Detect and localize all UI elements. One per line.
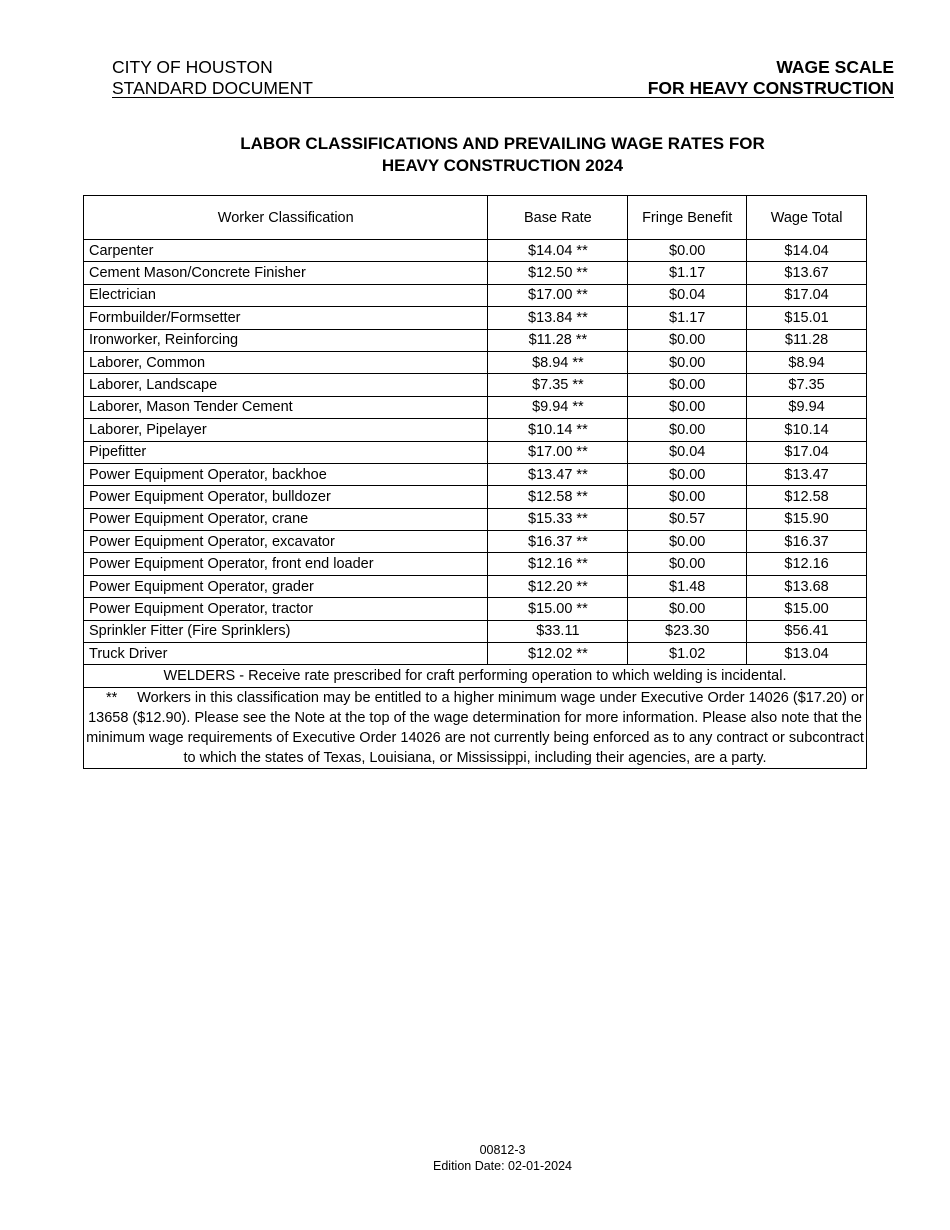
wage-total-cell: $13.47 — [747, 463, 867, 485]
fringe-benefit-cell: $0.04 — [628, 441, 747, 463]
fringe-benefit-cell: $0.00 — [628, 598, 747, 620]
fringe-benefit-cell: $1.48 — [628, 575, 747, 597]
fringe-benefit-cell: $0.00 — [628, 463, 747, 485]
table-row — [84, 329, 867, 351]
base-rate-cell: $15.00 ** — [488, 598, 628, 620]
classification-cell: Power Equipment Operator, excavator — [84, 531, 488, 553]
table-row — [84, 531, 867, 553]
fringe-benefit-cell: $1.17 — [628, 307, 747, 329]
classification-cell: Pipefitter — [84, 441, 488, 463]
fringe-benefit-cell: $0.00 — [628, 486, 747, 508]
document-number: 00812-3 — [479, 1143, 526, 1157]
footnote-row — [84, 687, 867, 768]
column-header-wage-total: Wage Total — [747, 196, 867, 240]
fringe-benefit-cell: $0.00 — [628, 419, 747, 441]
base-rate-cell: $12.20 ** — [488, 575, 628, 597]
wage-total-cell: $17.04 — [747, 441, 867, 463]
classification-cell: Power Equipment Operator, grader — [84, 575, 488, 597]
classification-cell: Formbuilder/Formsetter — [84, 307, 488, 329]
header-wage-scale: WAGE SCALE — [776, 57, 894, 77]
table-row — [84, 284, 867, 306]
title-line-1: LABOR CLASSIFICATIONS AND PREVAILING WAGE RATES FOR — [240, 134, 765, 153]
fringe-benefit-cell: $0.00 — [628, 396, 747, 418]
fringe-benefit-cell: $0.00 — [628, 531, 747, 553]
base-rate-cell: $17.00 ** — [488, 441, 628, 463]
table-row — [84, 553, 867, 575]
classification-cell: Laborer, Landscape — [84, 374, 488, 396]
classification-cell: Carpenter — [84, 240, 488, 262]
column-header-fringe-benefit: Fringe Benefit — [628, 196, 747, 240]
base-rate-cell: $16.37 ** — [488, 531, 628, 553]
base-rate-cell: $15.33 ** — [488, 508, 628, 530]
header-heavy-construction: FOR HEAVY CONSTRUCTION — [647, 77, 894, 98]
table-body — [84, 240, 867, 665]
classification-cell: Laborer, Pipelayer — [84, 419, 488, 441]
classification-cell: Power Equipment Operator, backhoe — [84, 463, 488, 485]
table-row — [84, 351, 867, 373]
welders-row — [84, 665, 867, 687]
base-rate-cell: $14.04 ** — [488, 240, 628, 262]
classification-cell: Power Equipment Operator, crane — [84, 508, 488, 530]
wage-total-cell: $15.90 — [747, 508, 867, 530]
classification-cell: Power Equipment Operator, tractor — [84, 598, 488, 620]
fringe-benefit-cell: $0.00 — [628, 240, 747, 262]
base-rate-cell: $17.00 ** — [488, 284, 628, 306]
base-rate-cell: $11.28 ** — [488, 329, 628, 351]
base-rate-cell: $12.50 ** — [488, 262, 628, 284]
table-header-row — [84, 196, 867, 240]
table-row — [84, 441, 867, 463]
wage-total-cell: $12.58 — [747, 486, 867, 508]
table-row — [84, 240, 867, 262]
fringe-benefit-cell: $0.00 — [628, 374, 747, 396]
table-row — [84, 575, 867, 597]
base-rate-cell: $12.02 ** — [488, 643, 628, 665]
table-row — [84, 598, 867, 620]
fringe-benefit-cell: $23.30 — [628, 620, 747, 642]
fringe-benefit-cell: $0.00 — [628, 329, 747, 351]
table-row — [84, 262, 867, 284]
wage-total-cell: $15.00 — [747, 598, 867, 620]
classification-cell: Sprinkler Fitter (Fire Sprinklers) — [84, 620, 488, 642]
wage-total-cell: $10.14 — [747, 419, 867, 441]
table-row — [84, 486, 867, 508]
table-row — [84, 463, 867, 485]
header-doc-type: STANDARD DOCUMENT — [112, 77, 313, 98]
wage-total-cell: $9.94 — [747, 396, 867, 418]
wage-total-cell: $15.01 — [747, 307, 867, 329]
classification-cell: Laborer, Mason Tender Cement — [84, 396, 488, 418]
footnote-text: Workers in this classification may be entitled to a higher minimum wage under Executive Order 14026 ($17.20) or 13658 ($12.90). Please see the Note at the top of the wage determination for more information. Please also note that the minimum wage requirements of Executive Order 14026 are not currently being enforced as to any contract or subcontract to which the states of Texas, Louisiana, or Mississippi, including their agencies, are a party. — [86, 689, 864, 766]
table-row — [84, 419, 867, 441]
wage-total-cell: $7.35 — [747, 374, 867, 396]
welders-note: WELDERS - Receive rate prescribed for craft performing operation to which welding is incidental. — [84, 665, 867, 687]
base-rate-cell: $8.94 ** — [488, 351, 628, 373]
wage-total-cell: $17.04 — [747, 284, 867, 306]
base-rate-cell: $12.16 ** — [488, 553, 628, 575]
wage-total-cell: $16.37 — [747, 531, 867, 553]
table-row — [84, 374, 867, 396]
column-header-classification: Worker Classification — [84, 196, 488, 240]
classification-cell: Truck Driver — [84, 643, 488, 665]
table-row — [84, 643, 867, 665]
classification-cell: Laborer, Common — [84, 351, 488, 373]
wage-rates-table — [83, 195, 867, 769]
header-city: CITY OF HOUSTON — [112, 57, 273, 77]
wage-total-cell: $8.94 — [747, 351, 867, 373]
edition-date: Edition Date: 02-01-2024 — [433, 1159, 572, 1173]
wage-total-cell: $13.67 — [747, 262, 867, 284]
base-rate-cell: $10.14 ** — [488, 419, 628, 441]
wage-total-cell: $14.04 — [747, 240, 867, 262]
base-rate-cell: $33.11 — [488, 620, 628, 642]
base-rate-cell: $13.84 ** — [488, 307, 628, 329]
base-rate-cell: $9.94 ** — [488, 396, 628, 418]
page-title — [60, 133, 945, 177]
table-row — [84, 396, 867, 418]
classification-cell: Cement Mason/Concrete Finisher — [84, 262, 488, 284]
table-row — [84, 620, 867, 642]
fringe-benefit-cell: $0.00 — [628, 351, 747, 373]
fringe-benefit-cell: $1.02 — [628, 643, 747, 665]
footnote-marker: ** — [105, 689, 118, 706]
base-rate-cell: $7.35 ** — [488, 374, 628, 396]
wage-total-cell: $11.28 — [747, 329, 867, 351]
base-rate-cell: $12.58 ** — [488, 486, 628, 508]
wage-total-cell: $13.68 — [747, 575, 867, 597]
table-row — [84, 508, 867, 530]
header-left — [112, 57, 313, 98]
fringe-benefit-cell: $0.57 — [628, 508, 747, 530]
table-row — [84, 307, 867, 329]
header-right — [648, 57, 894, 98]
classification-cell: Electrician — [84, 284, 488, 306]
page-footer — [0, 1142, 950, 1174]
wage-total-cell: $56.41 — [747, 620, 867, 642]
classification-cell: Power Equipment Operator, front end loader — [84, 553, 488, 575]
fringe-benefit-cell: $0.04 — [628, 284, 747, 306]
footnote-cell — [84, 687, 867, 768]
classification-cell: Ironworker, Reinforcing — [84, 329, 488, 351]
fringe-benefit-cell: $0.00 — [628, 553, 747, 575]
column-header-base-rate: Base Rate — [488, 196, 628, 240]
wage-total-cell: $12.16 — [747, 553, 867, 575]
fringe-benefit-cell: $1.17 — [628, 262, 747, 284]
classification-cell: Power Equipment Operator, bulldozer — [84, 486, 488, 508]
wage-total-cell: $13.04 — [747, 643, 867, 665]
page-header — [112, 57, 894, 98]
title-line-2: HEAVY CONSTRUCTION 2024 — [381, 156, 624, 175]
base-rate-cell: $13.47 ** — [488, 463, 628, 485]
